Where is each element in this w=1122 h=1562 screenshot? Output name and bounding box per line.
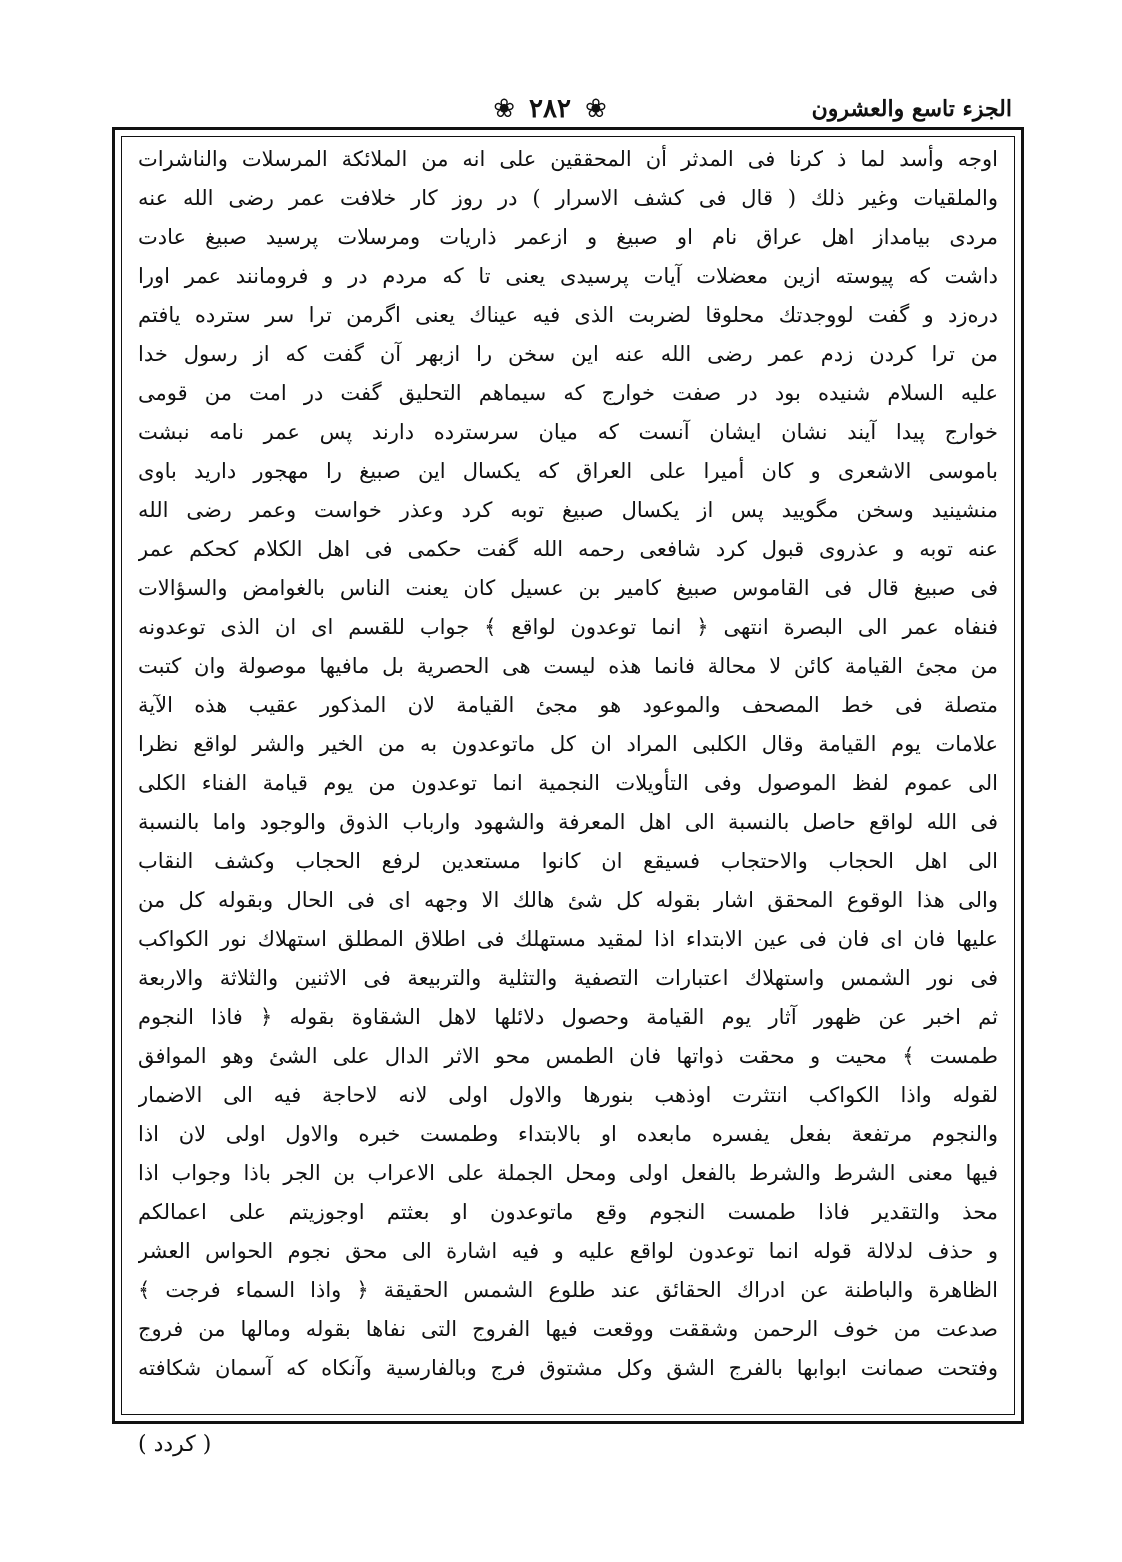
text-line: عليها فان اى فان فى عين الابتداء اذا لمقيد مستهلك فى اطلاق المطلق استهلاك نور الكواكب <box>138 927 998 951</box>
ornament-right-icon: ❀ <box>584 94 607 124</box>
text-line: الظاهرة والباطنة عن ادراك الحقائق عند طلوع الشمس الحقيقة ﴿ واذا السماء فرجت ﴾ <box>138 1278 998 1302</box>
text-line: عليه السلام شنيده بود در صفت خوارج كه سيماهم التحليق گفت در امت من قومى <box>138 381 998 405</box>
text-line: محذ والتقدير فاذا طمست النجوم وقع ماتوعدون او بعثتم اوجوزيتم على اعمالكم <box>138 1200 998 1224</box>
text-line: عنه توبه و عذروى قبول كرد شافعى رحمه الله گفت حكمى فى اهل الكلام كحكم عمر <box>138 537 998 561</box>
catchword: ( كردد ) <box>138 1432 212 1457</box>
text-line: فى الله لواقع حاصل بالنسبة الى اهل المعرفة والشهود وارباب الذوق والوجود واما بالنسبة <box>138 810 998 834</box>
text-line: الى عموم لفظ الموصول وفى التأويلات النجمية انما توعدون من يوم قيامة الفناء الكلى <box>138 771 998 795</box>
text-line: صدعت من خوف الرحمن وشققت ووقعت فيها الفروج التى نفاها بقوله ومالها من فروج <box>138 1317 998 1341</box>
text-line: مردى بيامداز اهل عراق نام او صبيغ و ازعمر ذاريات ومرسلات پرسيد صبيغ عادت <box>138 225 998 249</box>
page-number: ٢٨٢ <box>529 94 571 124</box>
text-line: من ترا كردن زدم عمر رضى الله عنه اين سخن را ازبهر آن گفت كه از رسول خدا <box>138 342 998 366</box>
text-line: والى هذا الوقوع المحقق اشار بقوله كل شئ هالك الا وجهه اى فى الحال وبقوله كل من <box>138 888 998 912</box>
text-line: من مجئ القيامة كائن لا محالة فانما هذه ليست هى الحصرية بل مافيها موصولة وان كتبت <box>138 654 998 678</box>
text-line: فى صبيغ قال فى القاموس صبيغ كامير بن عسيل كان يعنت الناس بالغوامض والسؤالات <box>138 576 998 600</box>
text-line: والملقيات وغير ذلك ( قال فى كشف الاسرار ) در روز كار خلافت عمر رضى الله عنه <box>138 186 998 210</box>
text-line: و حذف لدلالة قوله انما توعدون لواقع عليه و فيه اشارة الى محق نجوم الحواس العشر <box>138 1239 998 1263</box>
text-line: درەزد و گفت لووجدتك محلوقا لضربت الذى فيه عيناك يعنى اگرمن ترا سر سترده يافتم <box>138 303 998 327</box>
text-line: اوجه وأسد لما ذ كرنا فى المدثر أن المحققين على انه من الملائكة المرسلات والناشرات <box>138 147 998 171</box>
text-line: فنفاه عمر الى البصرة انتهى ﴿ انما توعدون لواقع ﴾ جواب للقسم اى ان الذى توعدونه <box>138 615 998 639</box>
text-line: لقوله واذا الكواكب انتثرت اوذهب بنورها والاول اولى لانه لاحاجة فيه الى الاضمار <box>138 1083 998 1107</box>
running-head: الجزء تاسع والعشرون <box>811 96 1012 122</box>
text-line: خوارج پيدا آيند نشان ايشان آنست كه ميان سرسترده دارند پس عمر نامه نبشت <box>138 420 998 444</box>
text-line: داشت كه پيوسته ازين معضلات آيات پرسيدى يعنى تا كه مردم در و فرومانند عمر اورا <box>138 264 998 288</box>
text-line: باموسى الاشعرى و كان أميرا على العراق كه يكسال اين صبيغ را مهجور داريد باوى <box>138 459 998 483</box>
body-text <box>118 140 1018 1420</box>
text-line: والنجوم مرتفعة بفعل يفسره مابعده او بالابتداء وطمست خبره والاول اولى لان اذا <box>138 1122 998 1146</box>
page-number-group <box>420 92 680 126</box>
text-line: فى نور الشمس واستهلاك اعتبارات التصفية والتثلية والتربيعة فى الاثنين والثلاثة والاربعة <box>138 966 998 990</box>
text-line: وفتحت صمانت ابوابها بالفرج الشق وكل مشتوق فرج وبالفارسية وآنكاه كه آسمان شكافته <box>138 1356 998 1380</box>
text-line: متصلة فى خط المصحف والموعود هو مجئ القيامة لان المذكور عقيب هذه الآية <box>138 693 998 717</box>
text-line: منشينيد وسخن مگوييد پس از يكسال صبيغ توبه كرد وعذر خواست وعمر رضى الله <box>138 498 998 522</box>
text-line: الى اهل الحجاب والاحتجاب فسيقع ان كانوا مستعدين لرفع الحجاب وكشف النقاب <box>138 849 998 873</box>
ornament-left-icon: ❀ <box>493 94 516 124</box>
page-header <box>115 92 1020 128</box>
text-line: ثم اخبر عن ظهور آثار يوم القيامة وحصول دلائلها لاهل الشقاوة بقوله ﴿ فاذا النجوم <box>138 1005 998 1029</box>
text-line: طمست ﴾ محيت و محقت ذواتها فان الطمس محو الاثر الدال على الشئ وهو الموافق <box>138 1044 998 1068</box>
text-line: فيها معنى الشرط والشرط بالفعل اولى ومحل الجملة على الاعراب بن الجر باذا وجواب اذا <box>138 1161 998 1185</box>
text-line: علامات يوم القيامة وقال الكلبى المراد ان كل ماتوعدون به من الخير والشر لواقع نظرا <box>138 732 998 756</box>
